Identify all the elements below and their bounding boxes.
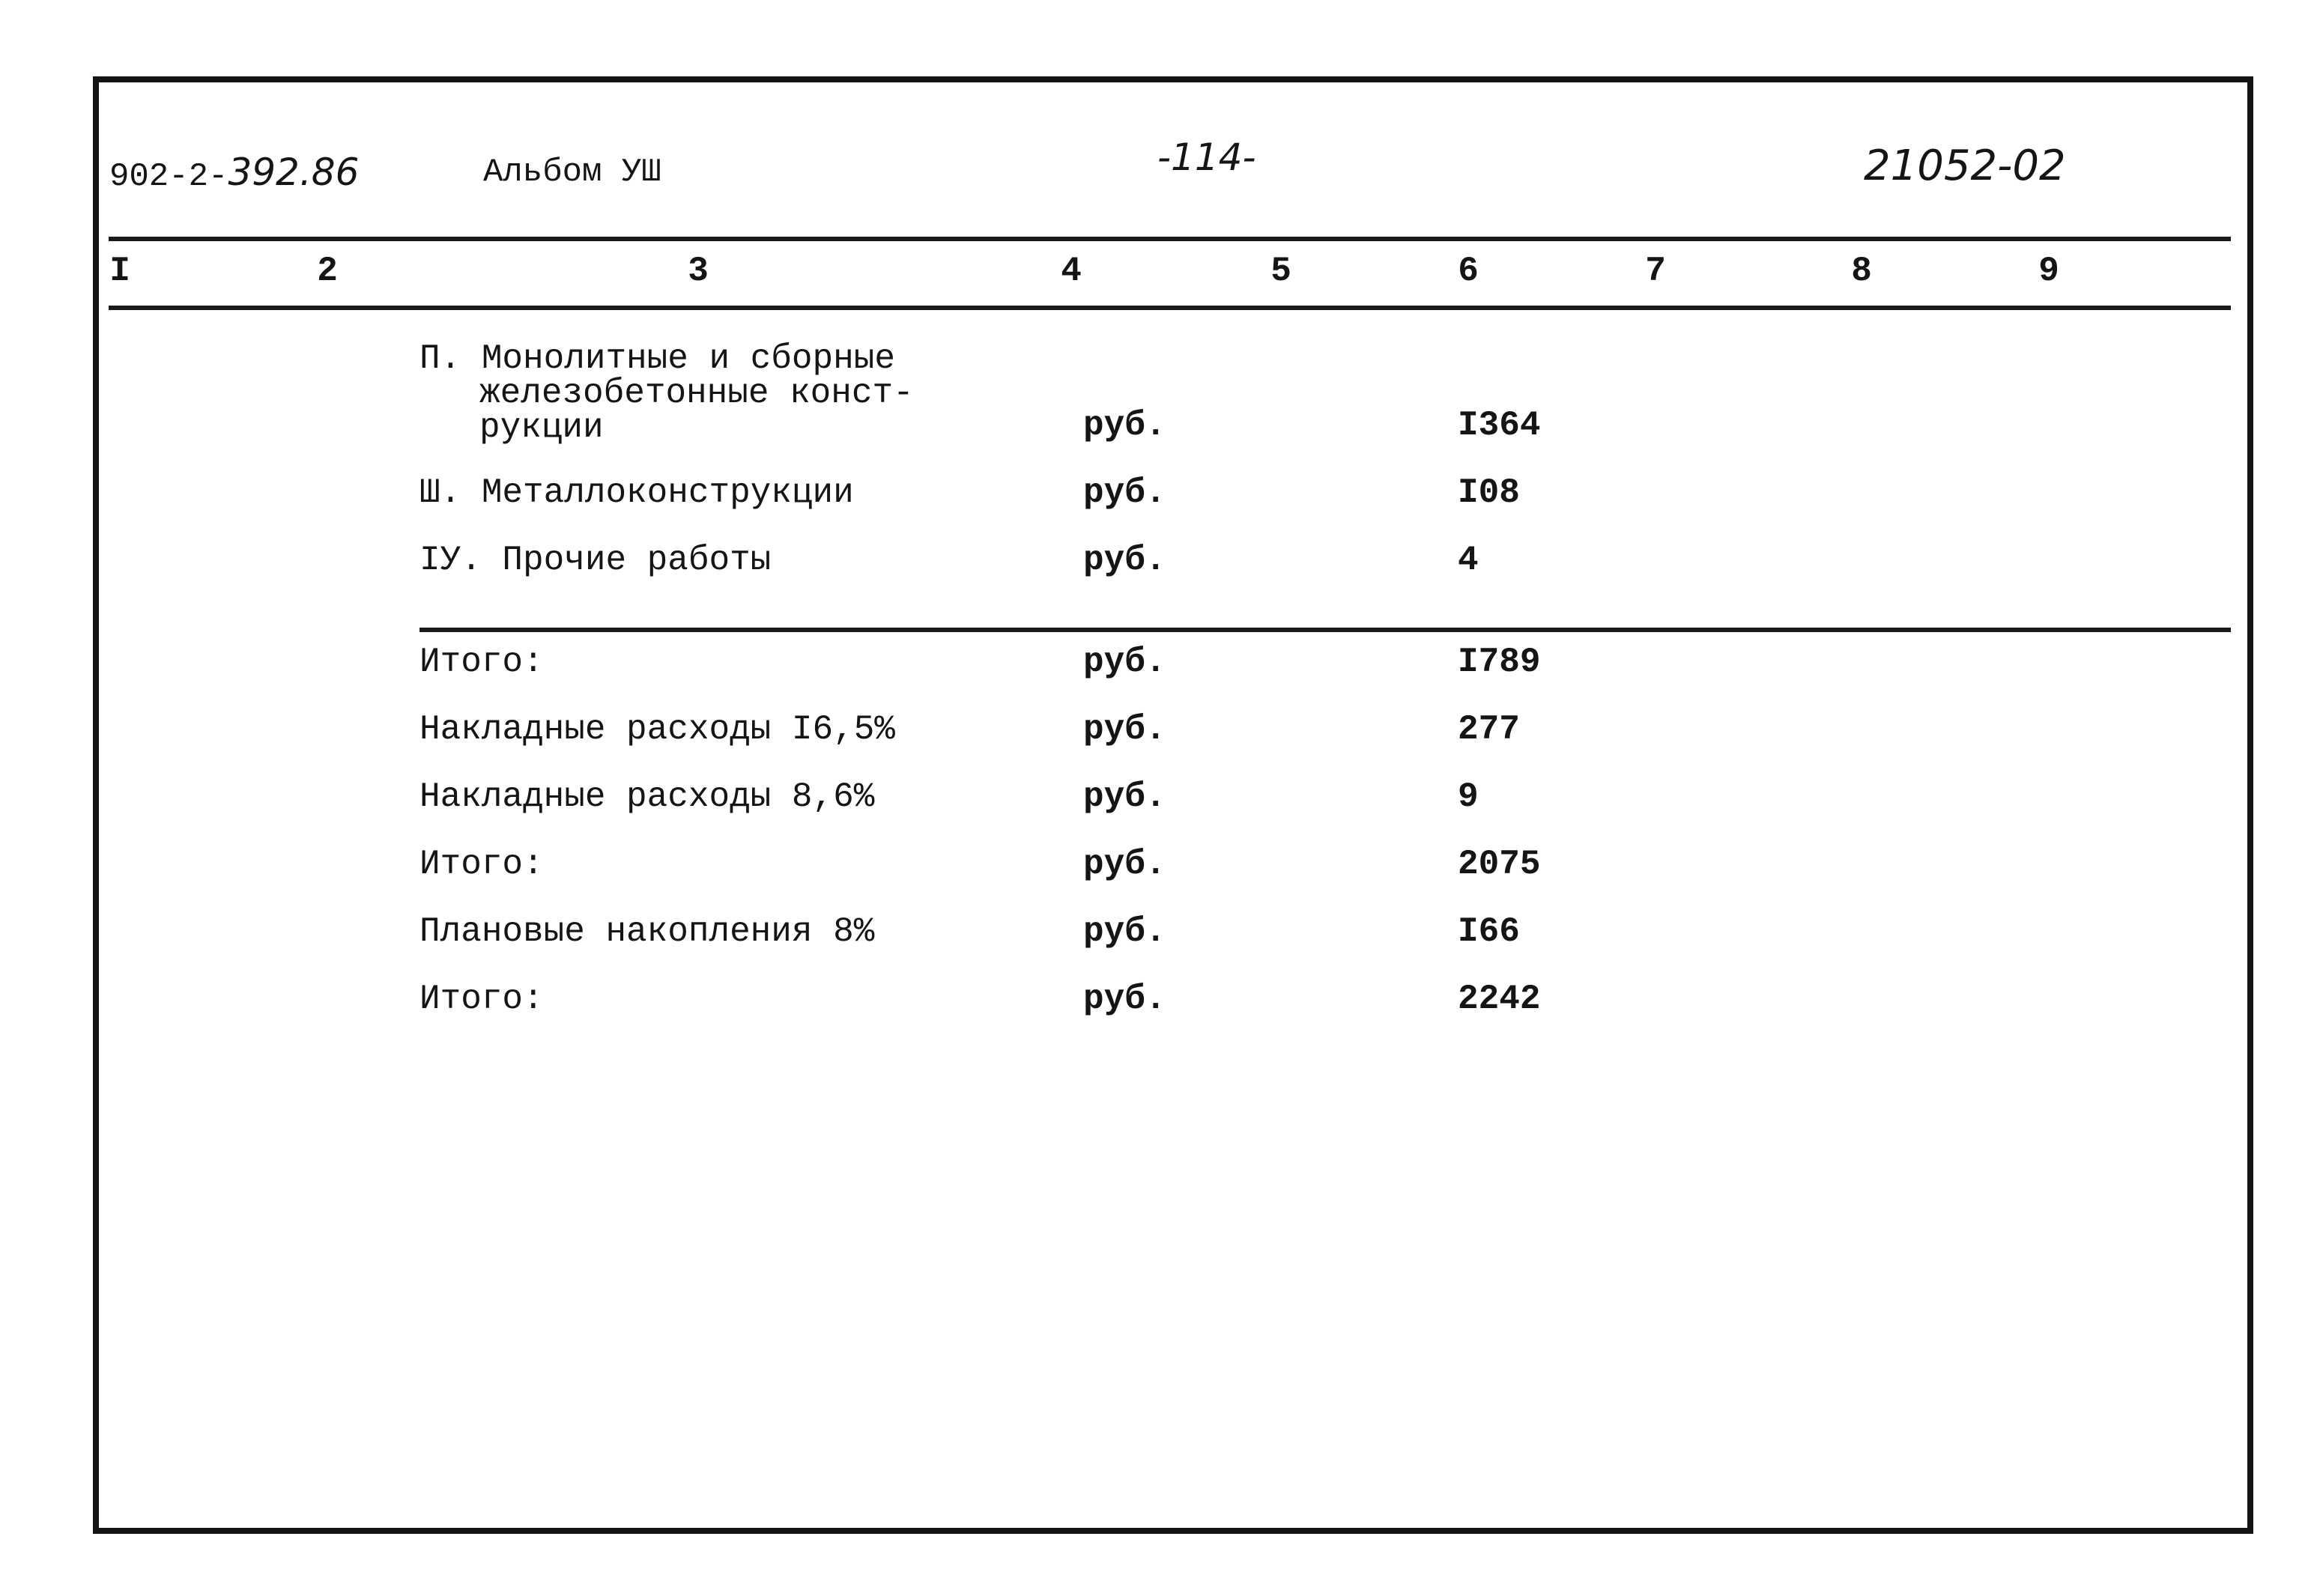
row-unit: руб. bbox=[1083, 473, 1166, 512]
row-unit: руб. bbox=[1083, 541, 1166, 580]
row-value: I08 bbox=[1458, 473, 1520, 512]
column-number-4: 4 bbox=[1061, 252, 1082, 291]
column-number-1: I bbox=[109, 252, 130, 291]
column-number-8: 8 bbox=[1851, 252, 1872, 291]
row-label-line-2: железобетонные конст- bbox=[479, 374, 914, 413]
row-label-line-1: Монолитные и сборные bbox=[481, 339, 895, 378]
page-number: -114- bbox=[1157, 136, 1256, 179]
row-unit: руб. bbox=[1083, 980, 1166, 1019]
row-unit: руб. bbox=[1083, 406, 1166, 445]
row-label-line-3: рукции bbox=[479, 408, 604, 447]
album-label: Альбом УШ bbox=[483, 154, 661, 191]
row-label: Итого: bbox=[419, 980, 544, 1019]
row-value: I66 bbox=[1458, 912, 1520, 951]
row-unit: руб. bbox=[1083, 912, 1166, 951]
column-number-5: 5 bbox=[1270, 252, 1291, 291]
row-value: 4 bbox=[1458, 541, 1479, 580]
row-unit: руб. bbox=[1083, 777, 1166, 816]
row-label: Итого: bbox=[419, 845, 544, 884]
row-label: Накладные расходы 8,6% bbox=[419, 777, 875, 816]
subtotal-rule bbox=[419, 628, 2231, 632]
page-frame bbox=[93, 76, 2253, 1534]
row-unit: руб. bbox=[1083, 710, 1166, 749]
column-number-3: 3 bbox=[688, 252, 709, 291]
row-value: 2242 bbox=[1458, 980, 1541, 1019]
column-numbers-rule bbox=[109, 306, 2231, 310]
row-value: 9 bbox=[1458, 777, 1479, 816]
row-value: 277 bbox=[1458, 710, 1520, 749]
row-unit: руб. bbox=[1083, 845, 1166, 884]
document-code bbox=[109, 150, 359, 199]
row-label: Плановые накопления 8% bbox=[419, 912, 875, 951]
document-code-handwritten: 392.86 bbox=[228, 151, 360, 194]
row-value: 2075 bbox=[1458, 845, 1541, 884]
row-label: Итого: bbox=[419, 643, 544, 682]
row-label: Ш. Металлоконструкции bbox=[419, 473, 854, 512]
row-label bbox=[419, 339, 914, 447]
column-number-6: 6 bbox=[1458, 252, 1479, 291]
row-value: I364 bbox=[1458, 406, 1541, 445]
row-label: Накладные расходы I6,5% bbox=[419, 710, 895, 749]
row-unit: руб. bbox=[1083, 643, 1166, 682]
column-number-7: 7 bbox=[1645, 252, 1666, 291]
project-code: 21052-02 bbox=[1864, 142, 2066, 190]
column-number-9: 9 bbox=[2038, 252, 2059, 291]
header-rule bbox=[109, 237, 2231, 241]
row-value: I789 bbox=[1458, 643, 1541, 682]
row-label-prefix: П. bbox=[419, 339, 461, 378]
column-number-2: 2 bbox=[317, 252, 338, 291]
row-label: IУ. Прочие работы bbox=[419, 541, 772, 580]
document-code-printed: 902-2- bbox=[109, 158, 228, 195]
